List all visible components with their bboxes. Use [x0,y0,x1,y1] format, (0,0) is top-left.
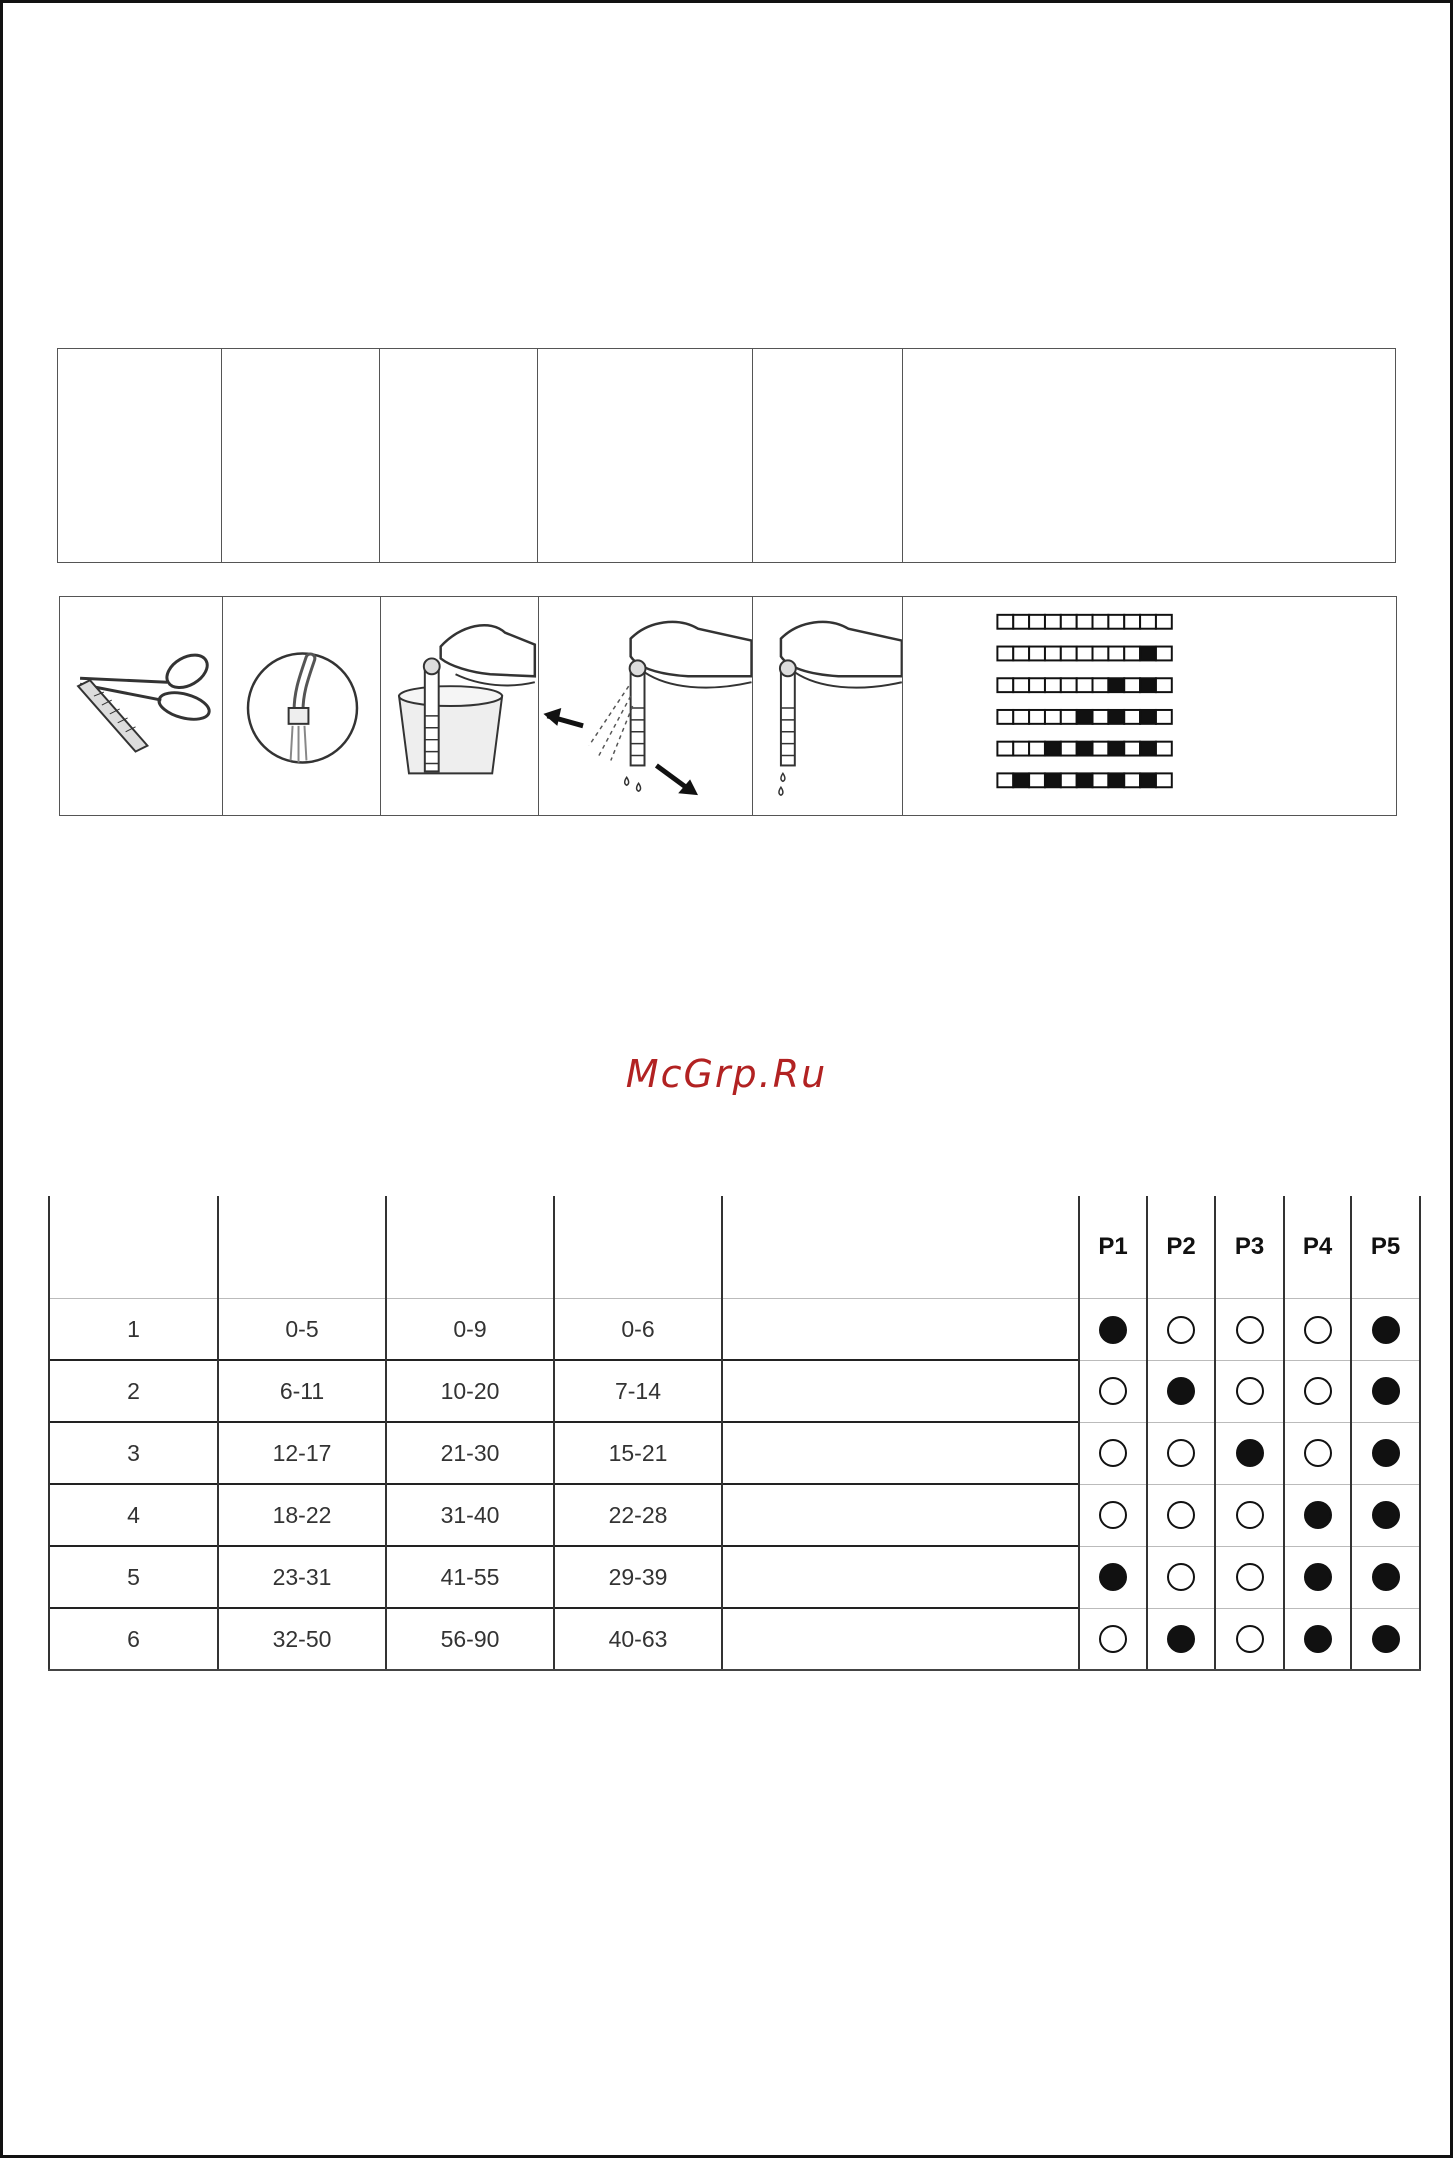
filled-dot-icon [1372,1625,1400,1653]
scissors-icon [60,597,222,815]
strip-square [1077,647,1093,661]
empty-dot-icon [1099,1439,1127,1467]
strip-square [1124,678,1140,692]
illustration-strip [59,596,1397,816]
strip-square [1013,678,1029,692]
cell-range-b: 56-90 [386,1608,554,1670]
strip-square [1061,647,1077,661]
empty-dot-icon [1167,1501,1195,1529]
instruction-cell-4 [538,349,753,562]
cell-level: 4 [49,1484,218,1546]
table-row [49,1608,1420,1670]
strip-square [1061,773,1077,787]
pad-cell [1079,1360,1147,1422]
strip-square [1108,710,1124,724]
pad-cell [1215,1360,1284,1422]
pad-cell [1284,1299,1351,1361]
strip-square [1108,647,1124,661]
filled-dot-icon [1304,1625,1332,1653]
pad-cell [1079,1422,1147,1484]
filled-dot-icon [1099,1563,1127,1591]
filled-dot-icon [1236,1439,1264,1467]
empty-dot-icon [1304,1377,1332,1405]
header-p3: P3 [1215,1196,1284,1299]
header-p2: P2 [1147,1196,1215,1299]
pad-cell [1284,1484,1351,1546]
cell-range-b: 21-30 [386,1422,554,1484]
pad-cell [1147,1484,1215,1546]
cell-range-b: 31-40 [386,1484,554,1546]
strip-square [1124,773,1140,787]
pad-cell [1284,1608,1351,1670]
header-p4: P4 [1284,1196,1351,1299]
strip-square [1077,773,1093,787]
pad-cell [1147,1608,1215,1670]
instruction-cell-5 [753,349,903,562]
table-row [49,1360,1420,1422]
filled-dot-icon [1372,1563,1400,1591]
watermark: McGrp.Ru [625,1052,828,1096]
header-cell [554,1196,722,1299]
cell-range-a: 0-5 [218,1299,386,1361]
table-row [49,1546,1420,1608]
strip-square [997,773,1013,787]
pad-cell [1215,1422,1284,1484]
pad-cell [1079,1546,1147,1608]
strip-square [1045,742,1061,756]
cell-description [722,1484,1079,1546]
instruction-cell-1 [58,349,222,562]
pad-cell [1351,1484,1420,1546]
cell-level: 2 [49,1360,218,1422]
cell-range-a: 12-17 [218,1422,386,1484]
strip-square [1077,678,1093,692]
strip-square [1140,647,1156,661]
empty-dot-icon [1099,1625,1127,1653]
strip-square [997,742,1013,756]
strip-square [1140,742,1156,756]
strip-square [1045,773,1061,787]
pad-cell [1079,1608,1147,1670]
dip-panel [381,597,539,815]
header-cell [386,1196,554,1299]
empty-dot-icon [1099,1501,1127,1529]
empty-dot-icon [1304,1316,1332,1344]
results-table [48,1196,1421,1671]
strip-square [1156,742,1172,756]
pad-cell [1215,1608,1284,1670]
pad-cell [1079,1299,1147,1361]
strip-square [1093,615,1109,629]
strip-square [997,647,1013,661]
strip-square [1124,742,1140,756]
instruction-text-table [57,348,1396,563]
strip-square [1124,710,1140,724]
pad-cell [1351,1546,1420,1608]
strip-square [1140,678,1156,692]
strip-square [1156,678,1172,692]
strip-square [1045,615,1061,629]
cell-range-c: 15-21 [554,1422,722,1484]
filled-dot-icon [1167,1625,1195,1653]
strip-square [1061,742,1077,756]
strip-square [1124,615,1140,629]
pad-cell [1079,1484,1147,1546]
cell-description [722,1422,1079,1484]
strip-square [1013,615,1029,629]
pad-cell [1351,1608,1420,1670]
empty-dot-icon [1236,1625,1264,1653]
empty-dot-icon [1099,1377,1127,1405]
filled-dot-icon [1372,1377,1400,1405]
strip-square [1061,710,1077,724]
empty-dot-icon [1236,1316,1264,1344]
filled-dot-icon [1167,1377,1195,1405]
cell-description [722,1546,1079,1608]
pad-cell [1215,1546,1284,1608]
tap-water-icon [223,597,380,815]
strip-square [1108,773,1124,787]
cell-description [722,1608,1079,1670]
strip-square [1108,742,1124,756]
empty-dot-icon [1236,1501,1264,1529]
hold-panel [753,597,903,815]
cell-range-b: 41-55 [386,1546,554,1608]
empty-dot-icon [1167,1439,1195,1467]
strip-square [1045,710,1061,724]
cell-range-a: 32-50 [218,1608,386,1670]
filled-dot-icon [1372,1501,1400,1529]
strip-square [1093,710,1109,724]
filled-dot-icon [1372,1316,1400,1344]
cell-range-b: 10-20 [386,1360,554,1422]
cell-range-c: 22-28 [554,1484,722,1546]
empty-dot-icon [1167,1563,1195,1591]
scissors-panel [60,597,223,815]
strip-square [1140,710,1156,724]
strip-square [1093,773,1109,787]
strip-square [1156,615,1172,629]
cell-range-a: 18-22 [218,1484,386,1546]
cell-range-a: 23-31 [218,1546,386,1608]
strip-square [1077,615,1093,629]
cell-range-c: 29-39 [554,1546,722,1608]
cell-range-a: 6-11 [218,1360,386,1422]
pad-cell [1215,1299,1284,1361]
strip-square [1013,647,1029,661]
pad-cell [1351,1360,1420,1422]
cell-level: 3 [49,1422,218,1484]
pad-cell [1147,1360,1215,1422]
filled-dot-icon [1099,1316,1127,1344]
strip-square [1140,773,1156,787]
strip-square [1029,773,1045,787]
header-p1: P1 [1079,1196,1147,1299]
strip-square [1061,615,1077,629]
pad-cell [1351,1299,1420,1361]
instruction-cell-6 [903,349,1395,562]
cell-range-b: 0-9 [386,1299,554,1361]
instruction-cell-2 [222,349,380,562]
empty-dot-icon [1236,1563,1264,1591]
empty-dot-icon [1167,1316,1195,1344]
pad-cell [1284,1546,1351,1608]
table-row [49,1299,1420,1361]
table-row [49,1484,1420,1546]
cell-level: 1 [49,1299,218,1361]
pad-cell [1147,1299,1215,1361]
strip-chart-panel [903,597,1396,815]
pad-cell [1284,1360,1351,1422]
pad-cell [1147,1422,1215,1484]
strip-square [1093,742,1109,756]
strip-square [1061,678,1077,692]
test-strip-color-chart-icon [903,597,1396,815]
strip-square [1077,742,1093,756]
strip-square [997,615,1013,629]
pad-cell [1284,1422,1351,1484]
cell-description [722,1360,1079,1422]
cell-description [722,1299,1079,1361]
strip-square [1029,678,1045,692]
empty-dot-icon [1236,1377,1264,1405]
cell-range-c: 7-14 [554,1360,722,1422]
cell-range-c: 0-6 [554,1299,722,1361]
empty-dot-icon [1304,1439,1332,1467]
table-row [49,1422,1420,1484]
strip-square [1077,710,1093,724]
strip-square [1108,678,1124,692]
header-cell [218,1196,386,1299]
pad-cell [1147,1546,1215,1608]
header-cell [49,1196,218,1299]
strip-square [1093,678,1109,692]
strip-square [1093,647,1109,661]
strip-square [1029,710,1045,724]
pad-cell [1215,1484,1284,1546]
strip-square [997,678,1013,692]
header-cell [722,1196,1079,1299]
strip-square [997,710,1013,724]
strip-square [1013,773,1029,787]
strip-square [1156,647,1172,661]
strip-square [1029,647,1045,661]
shake-panel [539,597,753,815]
pad-cell [1351,1422,1420,1484]
strip-square [1045,678,1061,692]
strip-square [1124,647,1140,661]
instruction-cell-3 [380,349,538,562]
cell-range-c: 40-63 [554,1608,722,1670]
strip-square [1013,710,1029,724]
cell-level: 5 [49,1546,218,1608]
water-panel [223,597,381,815]
filled-dot-icon [1372,1439,1400,1467]
strip-square [1140,615,1156,629]
dip-cup-icon [381,597,538,815]
shake-off-strip-icon [539,597,752,815]
strip-square [1029,742,1045,756]
strip-square [1045,647,1061,661]
strip-square [1108,615,1124,629]
strip-square [1029,615,1045,629]
hold-strip-icon [753,597,902,815]
filled-dot-icon [1304,1563,1332,1591]
strip-square [1156,773,1172,787]
header-row [49,1196,1420,1299]
strip-square [1156,710,1172,724]
strip-square [1013,742,1029,756]
header-p5: P5 [1351,1196,1420,1299]
cell-level: 6 [49,1608,218,1670]
filled-dot-icon [1304,1501,1332,1529]
